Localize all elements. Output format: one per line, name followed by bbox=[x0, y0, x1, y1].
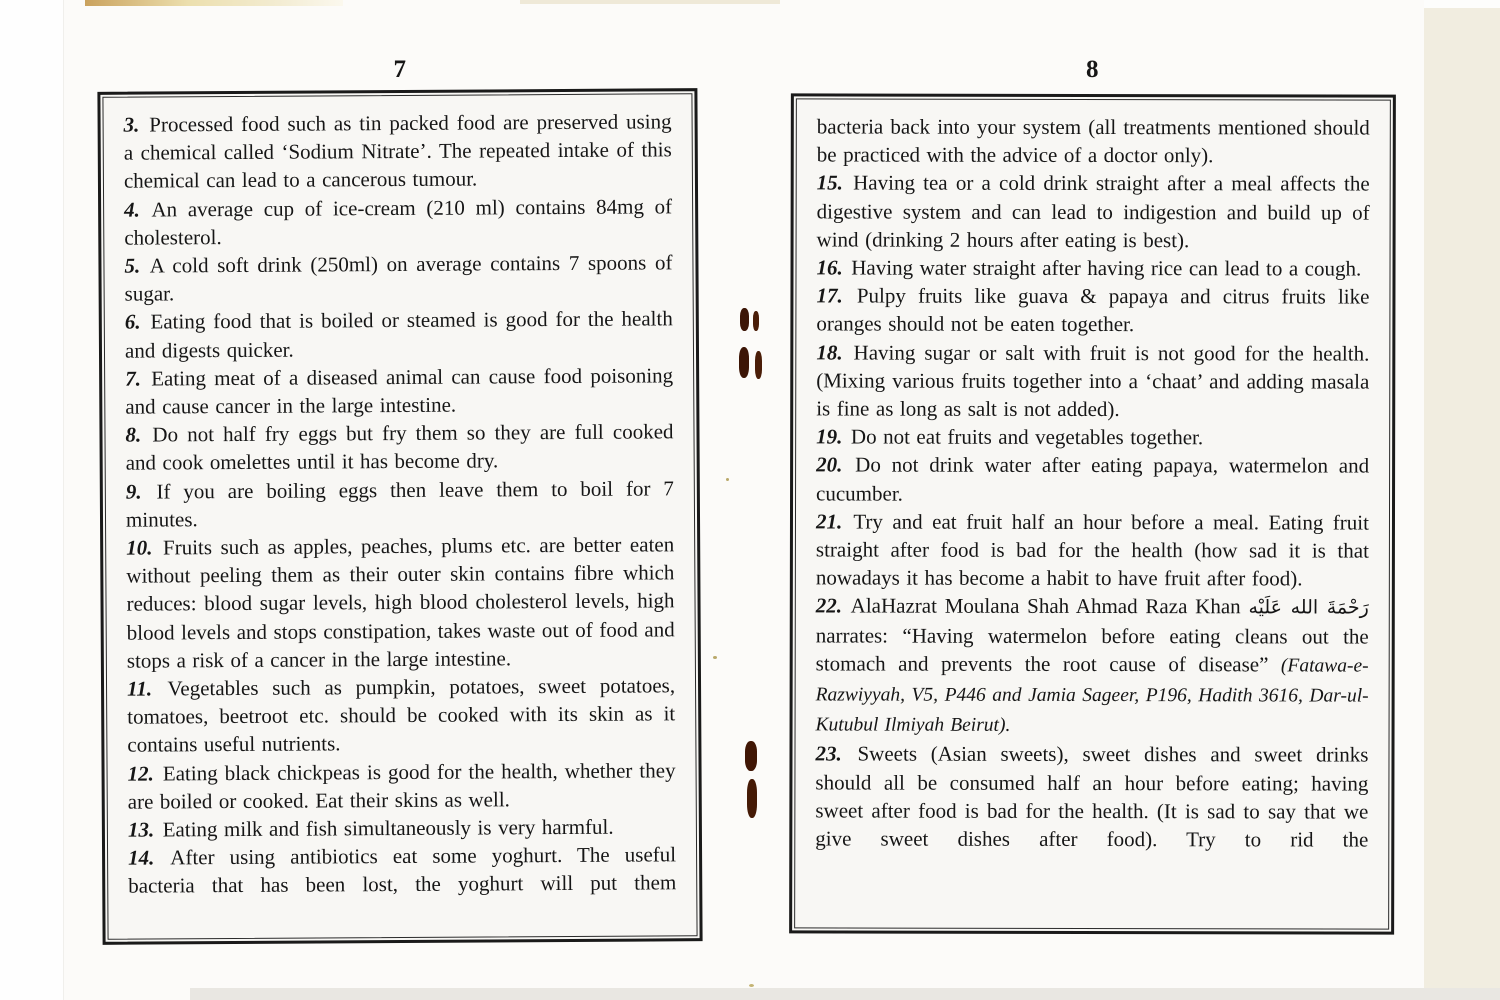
list-item: 7. Eating meat of a diseased animal can cause food poisoning and cause cancer in the large intestine. bbox=[125, 363, 674, 419]
page-frame-left bbox=[97, 88, 702, 945]
list-item: 16. Having water straight after having rice can lead to a cough. bbox=[816, 255, 1362, 281]
list-item: 8. Do not half fry eggs but fry them so they are full cooked and cook omelettes until it has become dry. bbox=[125, 419, 674, 476]
paper-left-edge bbox=[0, 0, 64, 1000]
list-item: 21. Try and eat fruit half an hour before a meal. Eating fruit straight after food is bad for the health (how sad it is that nowadays it has become a habit to have fruit after food). bbox=[815, 509, 1370, 591]
list-item: 18. Having sugar or salt with fruit is not good for the health. (Mixing various fruits together into a ‘chaat’ and adding masala is fine as long as salt is not added). bbox=[816, 340, 1370, 422]
list-item: 9. If you are boiling eggs then leave them to boil for 7 minutes. bbox=[125, 475, 674, 532]
scan-edge-right bbox=[1424, 8, 1500, 990]
page-body-right bbox=[794, 98, 1391, 929]
scan-edge-right-top bbox=[1424, 0, 1500, 8]
list-item: 6. Eating food that is boiled or steamed is good for the health and digests quicker. bbox=[124, 306, 673, 363]
item-number: 22. bbox=[815, 593, 843, 618]
item-number: 4. bbox=[124, 197, 140, 222]
item-number: 17. bbox=[816, 283, 843, 308]
staple-hole bbox=[739, 347, 749, 378]
list-item: 10. Fruits such as apples, peaches, plums etc. are better eaten without peeling them as their outer skin contains fibre which reduces: blood sugar levels, high blood cholesterol levels, high blood levels and stops constipation, takes waste out of food and stops a risk of a cancer in the large intestine. bbox=[126, 532, 675, 673]
paper-speck bbox=[749, 984, 754, 987]
item-number: 16. bbox=[816, 255, 843, 280]
list-item: 13. Eating milk and fish simultaneously is very harmful. bbox=[127, 814, 614, 842]
item-number: 18. bbox=[816, 340, 843, 365]
arabic-honorific: رَحْمَةَ الله عَلَيْه bbox=[1248, 596, 1369, 620]
item-number: 11. bbox=[126, 676, 153, 701]
book-cover-edge-faint bbox=[520, 0, 780, 4]
list-item: 15. Having tea or a cold drink straight after a meal affects the digestive system and can lead to indigestion and build up of wind (drinking 2 hours after eating is best). bbox=[816, 170, 1370, 253]
paper-speck bbox=[713, 656, 717, 659]
book-cover-edge bbox=[85, 0, 343, 6]
list-item: 20. Do not drink water after eating papaya, watermelon and cucumber. bbox=[816, 452, 1370, 506]
item-number: 8. bbox=[125, 422, 142, 447]
item-number: 3. bbox=[123, 112, 140, 137]
staple-hole bbox=[755, 351, 762, 379]
item-number: 12. bbox=[127, 761, 154, 786]
list-item: 23. Sweets (Asian sweets), sweet dishes and sweet drinks should all be consumed half an hour before eating; having sweet after food is bad for the health. (It is sad to say that we give sweet dishes after food). Try to rid the bbox=[815, 741, 1369, 852]
staple-hole bbox=[745, 741, 757, 771]
list-item: 5. A cold soft drink (250ml) on average contains 7 spoons of sugar. bbox=[124, 250, 673, 306]
page-body-left bbox=[102, 93, 697, 940]
page-number-right: 8 bbox=[1086, 56, 1099, 83]
list-item: 19. Do not eat fruits and vegetables together. bbox=[816, 424, 1204, 450]
list-item: 14. After using antibiotics eat some yoghurt. The useful bacteria that has been lost, the yoghurt will put them bbox=[128, 842, 677, 899]
item-number: 7. bbox=[125, 366, 141, 391]
item-number: 5. bbox=[124, 253, 141, 278]
staple-hole bbox=[740, 308, 749, 331]
item-number: 21. bbox=[815, 509, 843, 534]
list-item: 11. Vegetables such as pumpkin, potatoes, sweet potatoes, tomatoes, beetroot etc. should be cooked with its skin as it contains useful nutrients. bbox=[126, 673, 676, 758]
page-frame-right bbox=[789, 93, 1396, 934]
list-item: 3. Processed food such as tin packed food are preserved using a chemical called ‘Sodium Nitrate’. The repeated intake of this chemical can lead to a cancerous tumour. bbox=[123, 109, 672, 194]
paper-speck bbox=[726, 478, 729, 481]
item-number: 13. bbox=[127, 817, 155, 842]
item-number: 6. bbox=[124, 310, 141, 335]
staple-hole bbox=[753, 311, 759, 331]
staple-hole bbox=[747, 779, 757, 818]
list-item: 17. Pulpy fruits like guava & papaya and citrus fruits like oranges should not be eaten together. bbox=[816, 283, 1370, 337]
scan-edge-bottom bbox=[190, 988, 1500, 1000]
item-number: 9. bbox=[125, 479, 142, 504]
item-number: 23. bbox=[815, 741, 842, 766]
item-number: 14. bbox=[128, 845, 155, 870]
list-item: 22. AlaHazrat Moulana Shah Ahmad Raza Khan رَحْمَةَ الله عَلَيْه narrates: “Having watermelon before eating cleans out the stomach and prevents the root cause of disease” (Fatawa-e-Razwiyyah, V5, P446 and Jamia Sageer, P196, Hadith 3616, Dar-ul-Kutubul Ilmiyah Beirut). bbox=[815, 593, 1369, 737]
citation-text: (Fatawa-e-Razwiyyah, V5, P446 and Jamia Sageer, P196, Hadith 3616, Dar-ul-Kutubul Ilmiyah Beirut). bbox=[815, 655, 1369, 737]
page-number-left: 7 bbox=[393, 56, 407, 83]
list-item: 12. Eating black chickpeas is good for the health, whether they are boiled or cooked. Eat their skins as well. bbox=[127, 757, 676, 814]
item-number: 15. bbox=[816, 170, 843, 195]
list-item: 4. An average cup of ice-cream (210 ml) contains 84mg of cholesterol. bbox=[124, 193, 673, 250]
item-number: 20. bbox=[816, 452, 843, 477]
item-number: 19. bbox=[816, 424, 843, 449]
item-number: 10. bbox=[126, 535, 153, 560]
list-item: bacteria back into your system (all treatments mentioned should be practiced with the advice of a doctor only). bbox=[816, 114, 1370, 168]
